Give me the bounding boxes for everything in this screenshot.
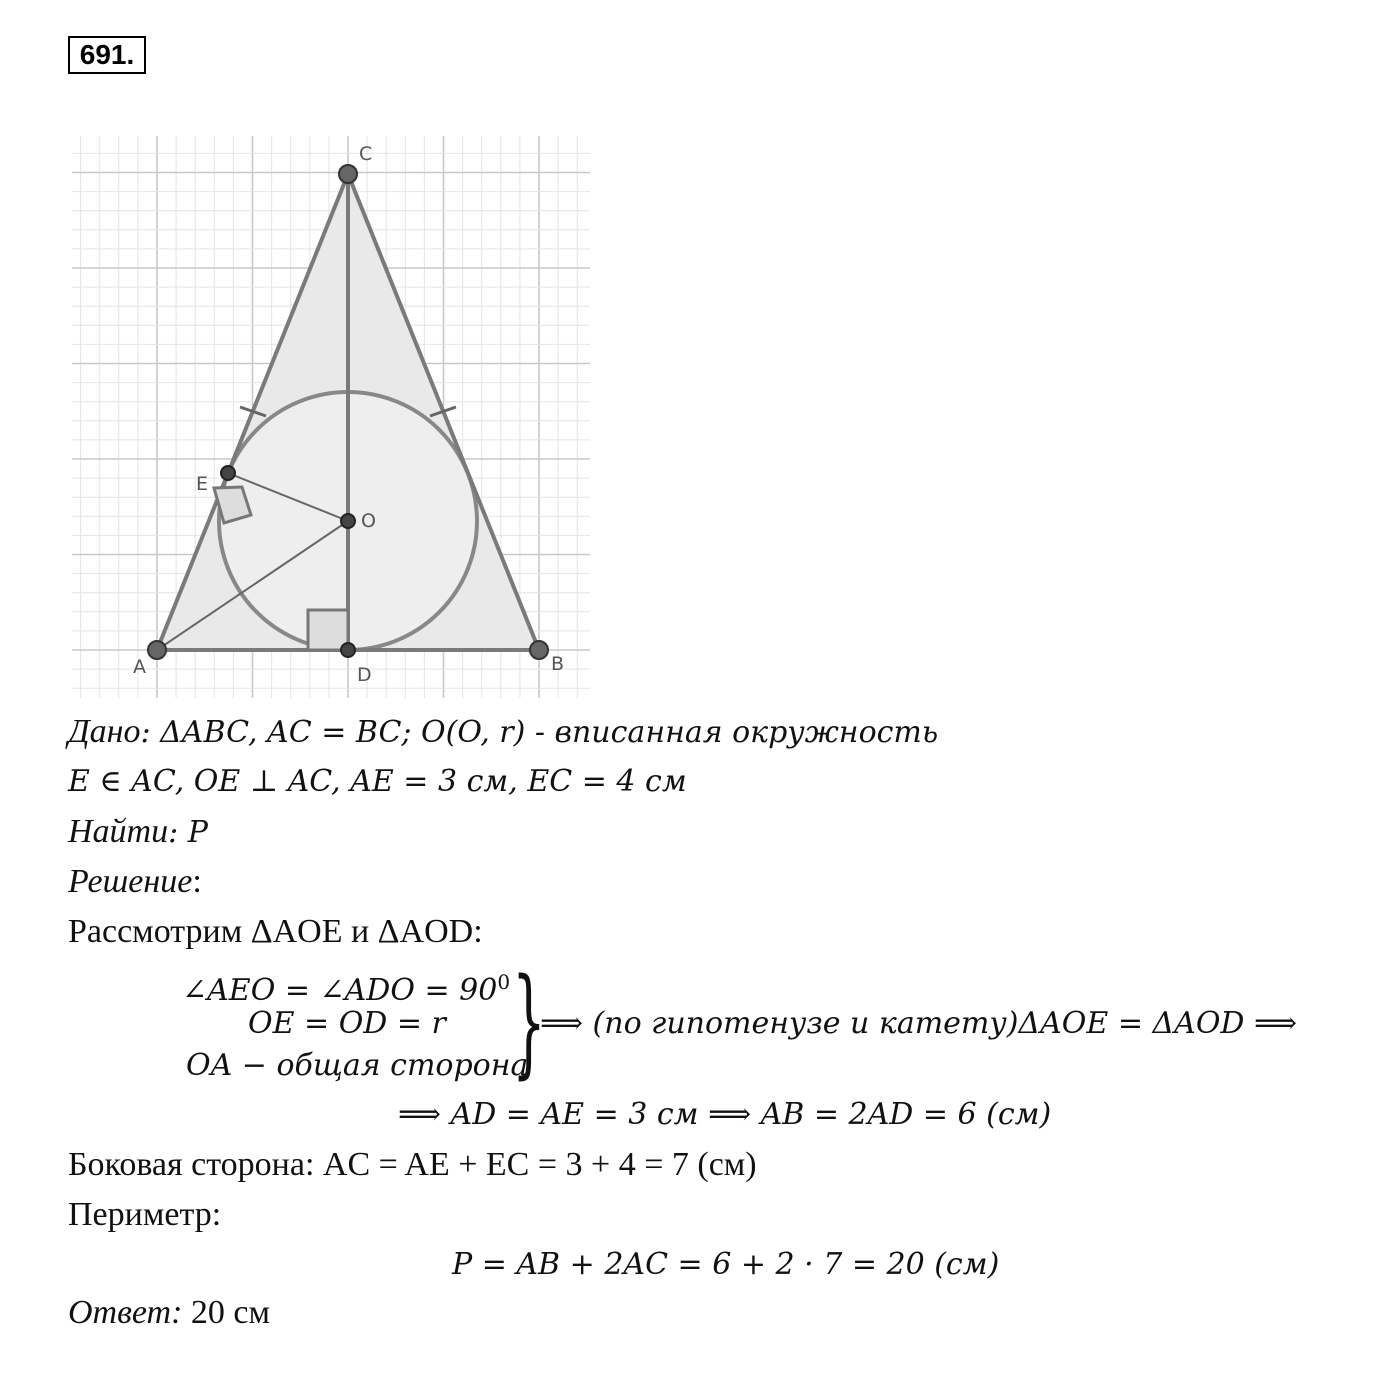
system-result: ⟹ (по гипотенузе и катету)ΔAOE = ΔAOD ⟹: [540, 1006, 1298, 1041]
solution-line: [68, 862, 202, 902]
given-line-1: [68, 712, 938, 753]
label-c: C: [359, 143, 373, 165]
conclusion-line: ⟹ AD = AE = 3 см ⟹ AB = 2AD = 6 (см): [398, 1097, 1052, 1132]
given-line-2: E ∈ AC, OE ⊥ AC, AE = 3 см, EC = 4 см: [68, 764, 687, 799]
answer-label: Ответ:: [68, 1294, 183, 1331]
problem-number: 691.: [68, 36, 146, 74]
perimeter-label: Периметр:: [68, 1196, 222, 1233]
label-e: E: [196, 473, 209, 495]
point-o: [341, 514, 355, 528]
given-label: Дано: [68, 713, 141, 750]
system-line-2: OE = OD = r: [248, 1006, 446, 1041]
point-a: [148, 641, 166, 659]
find-line: [68, 812, 208, 853]
perimeter-formula: P = AB + 2AC = 6 + 2 · 7 = 20 (см): [452, 1247, 1000, 1282]
answer-value: 20 см: [182, 1294, 270, 1331]
answer-line: [68, 1293, 270, 1333]
point-e: [221, 466, 235, 480]
solution-label: Решение: [68, 863, 193, 900]
lateral-line: Боковая сторона: AC = AE + EC = 3 + 4 = 7 (см): [68, 1146, 757, 1183]
label-d: D: [357, 664, 372, 686]
consider-line: Рассмотрим ΔAOE и ΔAOD:: [68, 913, 483, 950]
label-a: A: [133, 656, 146, 678]
find-text: : P: [168, 815, 208, 850]
right-angle-d: [308, 610, 348, 650]
point-d: [341, 643, 355, 657]
label-o: O: [361, 510, 376, 532]
given-text: : ΔABC, AC = BC; O(O, r) - вписанная окружность: [140, 715, 939, 750]
degree-sup: 0: [497, 970, 511, 994]
system-line-1-text: ∠AEO = ∠ADO = 90: [182, 973, 498, 1008]
find-label: Найти: [68, 813, 169, 850]
label-b: B: [551, 653, 565, 675]
point-c: [339, 165, 357, 183]
solution-colon: :: [192, 863, 202, 900]
point-b: [530, 641, 548, 659]
system-brace: }: [512, 952, 546, 1090]
system-line-3: OA − общая сторона: [186, 1048, 529, 1083]
